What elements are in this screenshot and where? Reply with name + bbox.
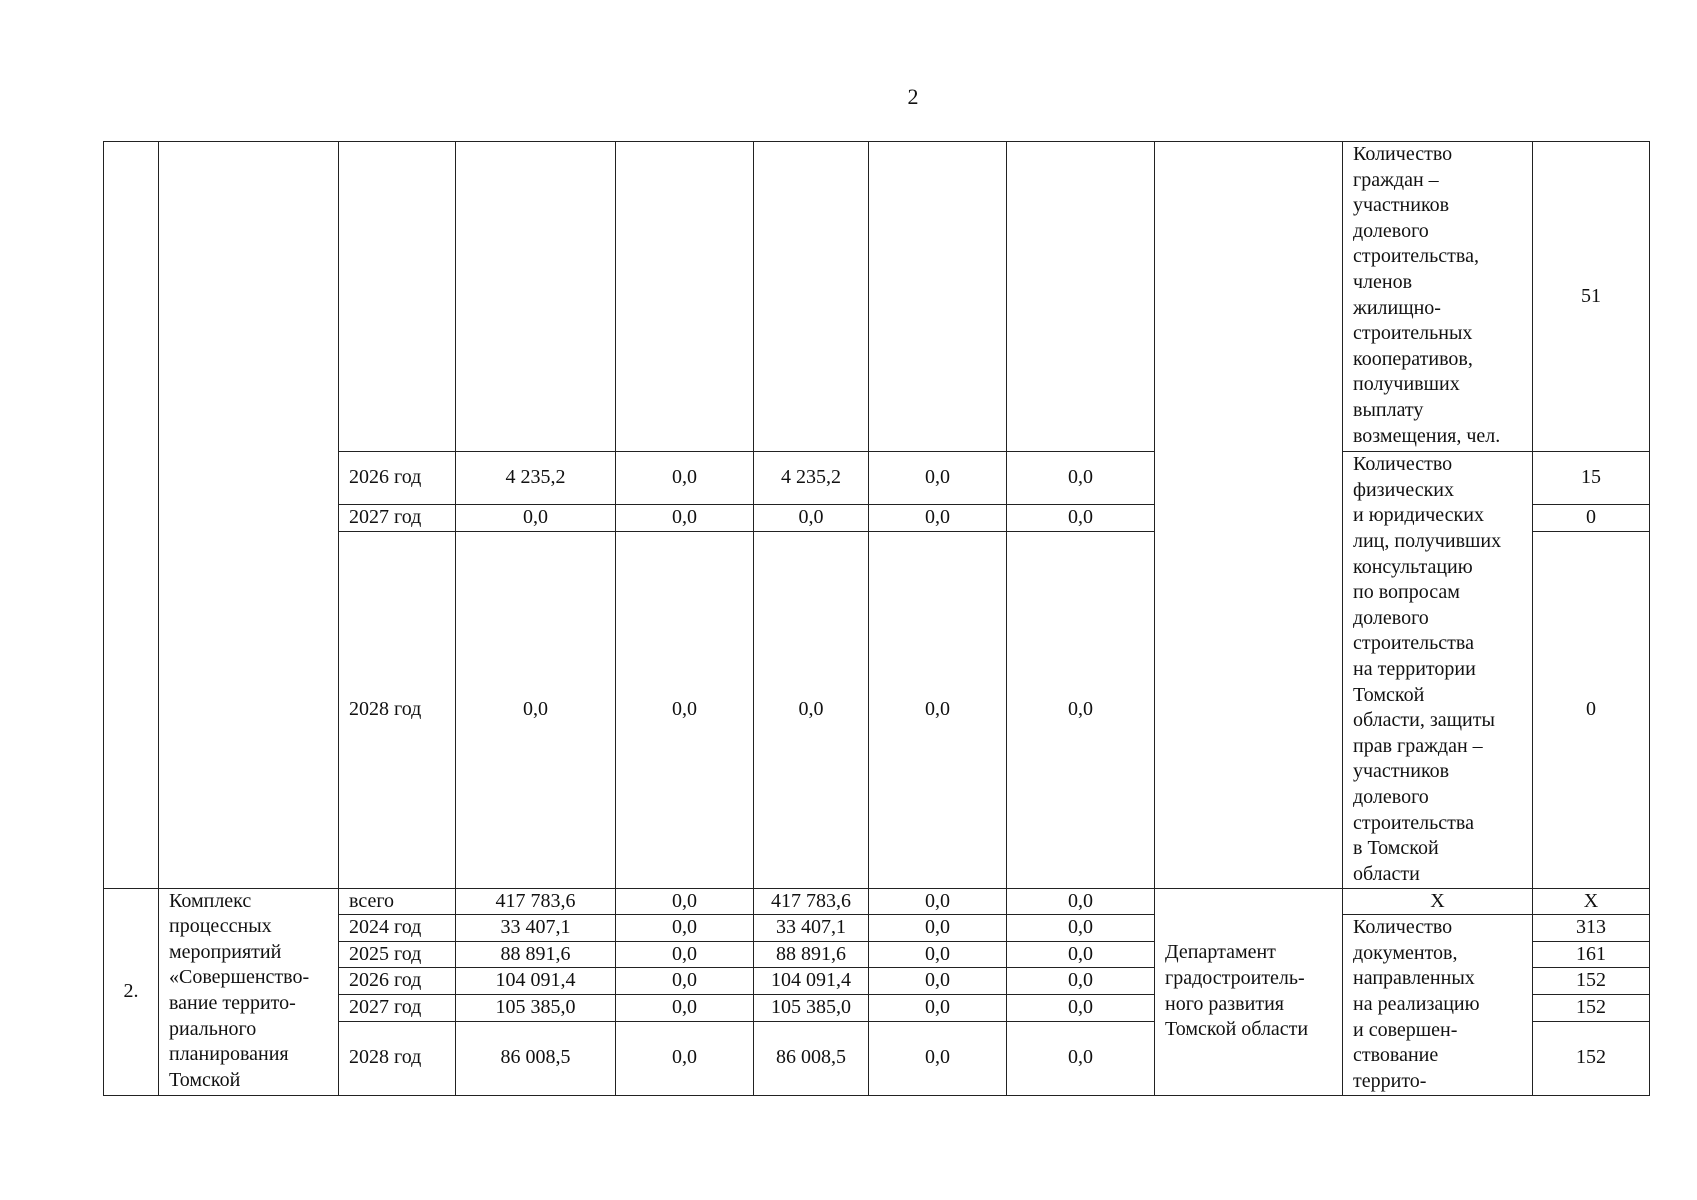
period-label: 2026 год bbox=[339, 968, 456, 995]
amount-total: 4 235,2 bbox=[456, 452, 616, 505]
amount-federal: 0,0 bbox=[616, 915, 754, 942]
indicator-line: членов bbox=[1353, 270, 1413, 293]
year-label: 2027 год bbox=[339, 505, 456, 532]
indicator-line: Количество bbox=[1353, 453, 1453, 476]
period-label: 2028 год bbox=[339, 1021, 456, 1095]
indicator-line: лиц, получивших bbox=[1353, 530, 1502, 553]
amount-total: 104 091,4 bbox=[456, 968, 616, 995]
amount-other: 0,0 bbox=[1007, 915, 1155, 942]
amount-regional: 86 008,5 bbox=[754, 1021, 869, 1095]
executor bbox=[1155, 888, 1343, 1095]
indicator-line: области bbox=[1353, 862, 1420, 885]
indicator-value: 152 bbox=[1533, 968, 1650, 995]
section-name-line: планирования bbox=[169, 1043, 289, 1066]
section-name-line: «Совершенство- bbox=[169, 966, 310, 989]
amount-total: 0,0 bbox=[456, 505, 616, 532]
year-label: 2026 год bbox=[339, 452, 456, 505]
amount-cell-empty bbox=[869, 142, 1007, 452]
period-cell-empty bbox=[339, 142, 456, 452]
indicator-value: 152 bbox=[1533, 994, 1650, 1021]
amount-local: 0,0 bbox=[869, 941, 1007, 968]
indicator-value: 161 bbox=[1533, 941, 1650, 968]
executor-cell-empty bbox=[1155, 142, 1343, 889]
amount-local: 0,0 bbox=[869, 452, 1007, 505]
amount-regional: 4 235,2 bbox=[754, 452, 869, 505]
amount-cell-empty bbox=[754, 142, 869, 452]
indicator-line: на территории bbox=[1353, 658, 1476, 680]
amount-local: 0,0 bbox=[869, 915, 1007, 942]
indicator-line: в Томской bbox=[1353, 837, 1439, 860]
indicator-line: на реализацию bbox=[1353, 992, 1480, 1015]
indicator-value: 0 bbox=[1533, 531, 1650, 888]
amount-total: 0,0 bbox=[456, 531, 616, 888]
program-table bbox=[103, 141, 1650, 1096]
amount-other: 0,0 bbox=[1007, 888, 1155, 915]
name-cell-empty bbox=[159, 142, 339, 889]
amount-other: 0,0 bbox=[1007, 968, 1155, 995]
indicator-line: возмещения, чел. bbox=[1353, 424, 1501, 447]
amount-federal: 0,0 bbox=[616, 968, 754, 995]
year-label: 2028 год bbox=[339, 531, 456, 888]
amount-regional: 0,0 bbox=[754, 531, 869, 888]
value-x: X bbox=[1533, 888, 1650, 915]
indicator-name-documents bbox=[1343, 915, 1533, 1095]
indicator-line: жилищно- bbox=[1353, 296, 1441, 319]
amount-regional: 88 891,6 bbox=[754, 941, 869, 968]
amount-federal: 0,0 bbox=[616, 452, 754, 505]
section-name-line: риального bbox=[169, 1017, 257, 1040]
executor-line: градостроитель- bbox=[1165, 966, 1305, 989]
indicator-line: долевого bbox=[1353, 785, 1429, 808]
indicator-value: 0 bbox=[1533, 505, 1650, 532]
amount-cell-empty bbox=[1007, 142, 1155, 452]
amount-other: 0,0 bbox=[1007, 1021, 1155, 1095]
indicator-line: ствование bbox=[1353, 1044, 1439, 1067]
amount-cell-empty bbox=[456, 142, 616, 452]
page-number: 2 bbox=[907, 84, 919, 109]
section-name-line: мероприятий bbox=[169, 940, 282, 963]
indicator-x: X bbox=[1343, 888, 1533, 915]
amount-regional: 417 783,6 bbox=[754, 888, 869, 915]
section-name bbox=[159, 888, 339, 1095]
indicator-line: области, защиты bbox=[1353, 709, 1495, 732]
indicator-line: участников bbox=[1353, 194, 1450, 217]
number-cell-empty bbox=[104, 142, 159, 889]
executor-line: Департамент bbox=[1165, 941, 1276, 964]
amount-total: 105 385,0 bbox=[456, 994, 616, 1021]
period-label: 2027 год bbox=[339, 994, 456, 1021]
indicator-line: террито- bbox=[1353, 1069, 1427, 1092]
period-label: всего bbox=[339, 888, 456, 915]
amount-local: 0,0 bbox=[869, 505, 1007, 532]
amount-federal: 0,0 bbox=[616, 505, 754, 532]
indicator-line: строительных bbox=[1353, 322, 1473, 345]
amount-federal: 0,0 bbox=[616, 888, 754, 915]
amount-local: 0,0 bbox=[869, 968, 1007, 995]
indicator-line: строительства bbox=[1353, 811, 1474, 834]
indicator-line: участников bbox=[1353, 760, 1450, 783]
amount-total: 417 783,6 bbox=[456, 888, 616, 915]
indicator-line: выплату bbox=[1353, 398, 1424, 421]
indicator-line: строительства bbox=[1353, 632, 1474, 655]
amount-total: 88 891,6 bbox=[456, 941, 616, 968]
indicator-line: направленных bbox=[1353, 967, 1475, 990]
executor-line: ного развития bbox=[1165, 992, 1284, 1015]
indicator-line: долевого bbox=[1353, 219, 1429, 242]
section-name-line: вание террито- bbox=[169, 991, 296, 1014]
section-name-line: Томской bbox=[169, 1068, 241, 1091]
indicator-line: кооперативов, bbox=[1353, 347, 1473, 370]
indicator-line: физических bbox=[1353, 478, 1454, 501]
indicator-line: и совершен- bbox=[1353, 1018, 1458, 1041]
indicator-line: прав граждан – bbox=[1353, 734, 1483, 757]
section-name-line: процессных bbox=[169, 915, 272, 938]
amount-federal: 0,0 bbox=[616, 941, 754, 968]
amount-federal: 0,0 bbox=[616, 994, 754, 1021]
indicator-value: 51 bbox=[1533, 142, 1650, 452]
indicator-line: получивших bbox=[1353, 373, 1460, 396]
amount-regional: 104 091,4 bbox=[754, 968, 869, 995]
section-name-line: Комплекс bbox=[169, 889, 252, 912]
amount-federal: 0,0 bbox=[616, 1021, 754, 1095]
amount-federal: 0,0 bbox=[616, 531, 754, 888]
amount-other: 0,0 bbox=[1007, 941, 1155, 968]
indicator-line: долевого bbox=[1353, 606, 1429, 629]
amount-local: 0,0 bbox=[869, 994, 1007, 1021]
amount-regional: 33 407,1 bbox=[754, 915, 869, 942]
indicator-value: 152 bbox=[1533, 1021, 1650, 1095]
amount-regional: 105 385,0 bbox=[754, 994, 869, 1021]
amount-local: 0,0 bbox=[869, 888, 1007, 915]
section-number: 2. bbox=[104, 888, 159, 1095]
executor-line: Томской области bbox=[1165, 1018, 1309, 1041]
amount-local: 0,0 bbox=[869, 531, 1007, 888]
indicator-name-consultations bbox=[1343, 452, 1533, 889]
indicator-value: 15 bbox=[1533, 452, 1650, 505]
amount-other: 0,0 bbox=[1007, 452, 1155, 505]
indicator-value: 313 bbox=[1533, 915, 1650, 942]
amount-cell-empty bbox=[616, 142, 754, 452]
period-label: 2024 год bbox=[339, 915, 456, 942]
amount-total: 33 407,1 bbox=[456, 915, 616, 942]
period-label: 2025 год bbox=[339, 941, 456, 968]
amount-other: 0,0 bbox=[1007, 994, 1155, 1021]
indicator-line: и юридических bbox=[1353, 504, 1484, 527]
amount-regional: 0,0 bbox=[754, 505, 869, 532]
indicator-line: Количество bbox=[1353, 916, 1453, 939]
indicator-line: Томской bbox=[1353, 683, 1425, 706]
indicator-name-citizens bbox=[1343, 142, 1533, 452]
indicator-line: граждан – bbox=[1353, 168, 1439, 191]
amount-total: 86 008,5 bbox=[456, 1021, 616, 1095]
amount-other: 0,0 bbox=[1007, 505, 1155, 532]
amount-local: 0,0 bbox=[869, 1021, 1007, 1095]
indicator-line: консультацию bbox=[1353, 555, 1473, 578]
indicator-line: строительства, bbox=[1353, 245, 1479, 268]
indicator-line: Количество bbox=[1353, 143, 1453, 165]
indicator-line: по вопросам bbox=[1353, 581, 1460, 604]
indicator-line: документов, bbox=[1353, 941, 1458, 964]
amount-other: 0,0 bbox=[1007, 531, 1155, 888]
